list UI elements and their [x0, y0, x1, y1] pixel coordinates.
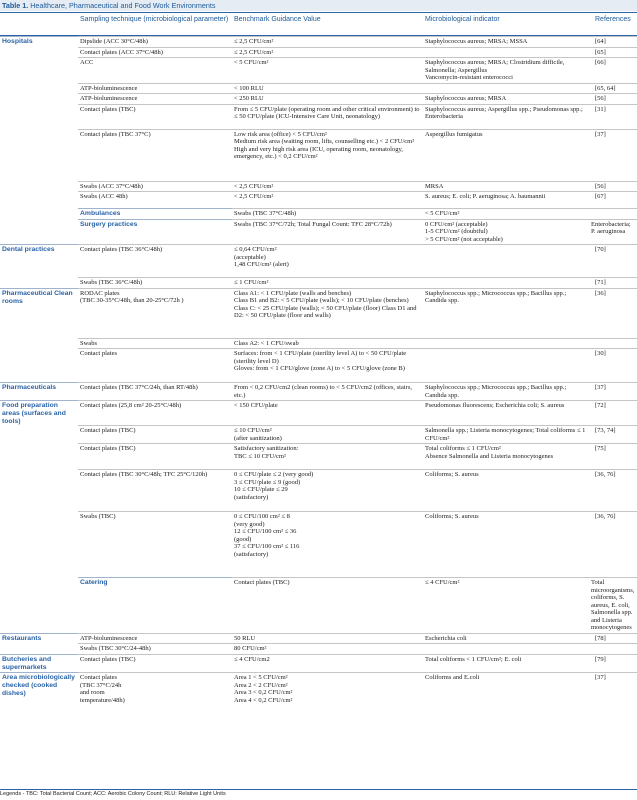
- table-row: [0, 278, 637, 289]
- indicator-cell: Pseudomonas fluorescens; Escherichia coli; S. aureus: [423, 401, 589, 426]
- technique-cell: Contact plates (ACC 37°C/48h): [78, 47, 232, 58]
- technique-cell: ATP-bioluminescence: [78, 633, 232, 644]
- category-cell: Area microbiologically checked (cooked dishes): [0, 673, 78, 715]
- value-cell: < 5 CFU/cm²: [232, 58, 423, 84]
- technique-cell: Dipslide (ACC 30°C/48h): [78, 37, 232, 48]
- technique-cell: Contact plates (25,8 cm² 20-25°C/48h): [78, 401, 232, 426]
- category-cell: Pharmaceuticals: [0, 383, 78, 401]
- value-cell: 50 RLU: [232, 633, 423, 644]
- category-cell: Dental practices: [0, 245, 78, 289]
- indicator-cell: Staphylococcus spp.; Micrococcus spp.; Bacillus spp.; Candida spp.: [423, 383, 589, 401]
- value-cell: < 250 RLU: [232, 94, 423, 105]
- indicator-cell: Total coliforms ≤ 1 CFU/cm² Absence Salmonella and Listeria monocytogenes: [423, 444, 589, 470]
- technique-cell: ATP-bioluminescence: [78, 83, 232, 94]
- category-cell: Catering: [78, 578, 232, 634]
- table-row: [0, 673, 637, 715]
- table-caption: [0, 0, 637, 11]
- technique-cell: Contact plates (TBC 30°C/48h; TFC 25°C/120h): [78, 470, 232, 512]
- table-row: [0, 94, 637, 105]
- technique-cell: Contact plates (TBC 37°C/24h and room temperature/48h): [78, 673, 232, 715]
- reference-cell: [78]: [589, 633, 637, 644]
- value-cell: ≤ 2,5 CFU/cm²: [232, 47, 423, 58]
- reference-cell: [37]: [589, 673, 637, 715]
- table-row: [0, 47, 637, 58]
- table-row: [0, 338, 637, 349]
- indicator-cell: MRSA: [423, 181, 589, 192]
- indicator-cell: [423, 47, 589, 58]
- value-cell: < 2,5 CFU/cm²: [232, 181, 423, 192]
- technique-cell: Contact plates (TBC 37°C/24h, than RT/48h): [78, 383, 232, 401]
- indicator-cell: Staphylococcus spp.; Micrococcus spp.; Bacillus spp.; Candida spp.: [423, 288, 589, 338]
- technique-cell: Swabs (ACC 48h): [78, 192, 232, 209]
- value-cell: ≤ 4 CFU/cm²: [423, 578, 589, 634]
- reference-cell: [589, 338, 637, 349]
- table-row: [0, 37, 637, 48]
- table-row: [0, 129, 637, 181]
- indicator-cell: Staphylococcus aureus; MRSA; MSSA: [423, 37, 589, 48]
- table-row: [0, 219, 637, 245]
- technique-cell: Contact plates: [78, 349, 232, 383]
- category-cell: Surgery practices: [78, 219, 232, 245]
- technique-cell: Swabs (TBC 37°C/48h): [232, 209, 423, 220]
- table-row: [0, 401, 637, 426]
- indicator-cell: S. aureus; E. coli; P. aeruginosa; A. baumannii: [423, 192, 589, 209]
- table-row: [0, 58, 637, 84]
- category-cell: Ambulances: [78, 209, 232, 220]
- indicator-cell: Staphylococcus aureus; MRSA; Clostridium difficile, Salmonella; Aspergillus Vancomycin-resistant enterococci: [423, 58, 589, 84]
- reference-cell: [37]: [589, 129, 637, 181]
- technique-cell: ACC: [78, 58, 232, 84]
- technique-cell: Contact plates (TBC): [78, 444, 232, 470]
- reference-cell: [31]: [589, 104, 637, 129]
- reference-cell: [30]: [589, 349, 637, 383]
- category-cell: Food preparation areas (surfaces and tools): [0, 401, 78, 634]
- indicator-cell: Total coliforms < 1 CFU/cm²; E. coli: [423, 654, 589, 673]
- table-row: [0, 104, 637, 129]
- value-cell: Low risk area (office) < 5 CFU/cm² Medium risk area (waiting room, lifts, counselling etc.) < 2 CFU/cm² High and very high risk area (ICU, operating room, neonatology, emergency, etc.) < 0,2 CFU/cm²: [232, 129, 423, 181]
- technique-cell: Contact plates (TBC): [232, 578, 423, 634]
- table-row: [0, 181, 637, 192]
- indicator-cell: Salmonella spp.; Listeria monocytogenes; Total coliforms ≤ 1 CFU/cm²: [423, 426, 589, 444]
- table-row: [0, 426, 637, 444]
- indicator-cell: Coliforms; S. aureus: [423, 512, 589, 578]
- value-cell: 0 CFU/cm² (acceptable) 1-5 CFU/cm² (doubtful) > 5 CFU/cm² (not acceptable): [423, 219, 589, 245]
- table-header: [0, 12, 637, 36]
- table-row: [0, 349, 637, 383]
- value-cell: From < 0,2 CFU/cm2 (clean rooms) to < 5 CFU/cm2 (offices, stairs, etc.): [232, 383, 423, 401]
- value-cell: From ≤ 5 CFU/plate (operating room and other critical environment) to ≤ 50 CFU/plate (ICU-Intensive Care Unit, neonatology): [232, 104, 423, 129]
- reference-cell: [72]: [589, 401, 637, 426]
- technique-cell: Contact plates (TBC): [78, 104, 232, 129]
- indicator-cell: Aspergillus fumigatus: [423, 129, 589, 181]
- value-cell: Surfaces: from < 1 CFU/plate (sterility level A) to < 50 CFU/plate (sterility level D) Gloves: from < 1 CFU/glove (zone A) to < 5 CFU/glove (zone B): [232, 349, 423, 383]
- value-cell: ≤ 4 CFU/cm2: [232, 654, 423, 673]
- indicator-cell: [423, 644, 589, 655]
- table-row: [0, 512, 637, 578]
- reference-cell: [56]: [589, 181, 637, 192]
- reference-cell: [73, 74]: [589, 426, 637, 444]
- technique-cell: RODAC plates (TBC 30-35°C/48h, than 20-25°C/72h ): [78, 288, 232, 338]
- table-row: [0, 383, 637, 401]
- caption-title: Healthcare, Pharmaceutical and Food Work Environments: [30, 1, 216, 10]
- value-cell: < 100 RLU: [232, 83, 423, 94]
- reference-cell: [589, 644, 637, 655]
- technique-cell: Swabs (ACC 37°C/48h): [78, 181, 232, 192]
- reference-cell: [66]: [589, 58, 637, 84]
- value-cell: 80 CFU/cm²: [232, 644, 423, 655]
- value-cell: Satisfactory sanitization: TBC ≤ 10 CFU/cm²: [232, 444, 423, 470]
- reference-cell: [70]: [589, 245, 637, 278]
- technique-cell: Contact plates (TBC): [78, 426, 232, 444]
- header-benchmark: Benchmark Guidance Value: [234, 16, 321, 23]
- category-cell: Butcheries and supermarkets: [0, 654, 78, 673]
- indicator-cell: Escherichia coli: [423, 633, 589, 644]
- value-cell: ≤ 0,64 CFU/cm² (acceptable) 1,48 CFU/cm² (alert): [232, 245, 423, 278]
- indicator-cell: Enterobacteria; P. aeruginosa: [589, 219, 637, 245]
- indicator-cell: [423, 245, 589, 278]
- indicator-cell: Coliforms and E.coli: [423, 673, 589, 715]
- value-cell: Class A1: < 1 CFU/plate (walls and benches) Class B1 and B2: < 5 CFU/plate (walls); < 10 CFU/plate (benches) Class C: < 25 CFU/plate (walls); < 50 CFU/plate (floor) Class D1 and D2: < 50 CFU/plate (floor and walls): [232, 288, 423, 338]
- indicator-cell: [589, 209, 637, 220]
- data-table: [0, 36, 637, 715]
- table-row: [0, 654, 637, 673]
- indicator-cell: Staphylococcus aureus; Aspergillus spp.; Pseudomonas spp.; Enterobacteria: [423, 104, 589, 129]
- reference-cell: [36, 76]: [589, 470, 637, 512]
- header-sampling: Sampling technique (microbiological parameter): [80, 16, 229, 23]
- category-cell: Pharmaceutical Clean rooms: [0, 288, 78, 383]
- reference-cell: [65]: [589, 47, 637, 58]
- category-cell: Restaurants: [0, 633, 78, 654]
- value-cell: ≤ 10 CFU/cm² (after sanitization): [232, 426, 423, 444]
- reference-cell: [36]: [589, 288, 637, 338]
- table-row: [0, 192, 637, 209]
- technique-cell: Swabs (TBC 30°C/24-48h): [78, 644, 232, 655]
- value-cell: Class A2: < 1 CFU/swab: [232, 338, 423, 349]
- value-cell: < 150 CFU/plate: [232, 401, 423, 426]
- reference-cell: [67]: [589, 192, 637, 209]
- technique-cell: Swabs (TBC 37°C/72h; Total Fungal Count: TFC 28°C/72h): [232, 219, 423, 245]
- value-cell: 0 ≤ CFU/plate ≤ 2 (very good) 3 ≤ CFU/plate ≤ 9 (good) 10 ≤ CFU/plate ≤ 29 (satisfactory): [232, 470, 423, 512]
- caption-label: Table 1.: [2, 1, 29, 10]
- table-row: [0, 578, 637, 634]
- indicator-cell: Coliforms; S. aureus: [423, 470, 589, 512]
- reference-cell: [36, 76]: [589, 512, 637, 578]
- category-cell: Hospitals: [0, 37, 78, 245]
- reference-cell: [71]: [589, 278, 637, 289]
- value-cell: < 2,5 CFU/cm²: [232, 192, 423, 209]
- technique-cell: Swabs (TBC): [78, 512, 232, 578]
- value-cell: Area 1 < 5 CFU/cm² Area 2 < 2 CFU/cm² Area 3 < 0,2 CFU/cm² Area 4 < 0,2 CFU/cm²: [232, 673, 423, 715]
- technique-cell: Swabs (TBC 36°C/48h): [78, 278, 232, 289]
- reference-cell: [56]: [589, 94, 637, 105]
- value-cell: ≤ 1 CFU/cm²: [232, 278, 423, 289]
- reference-cell: [65, 64]: [589, 83, 637, 94]
- value-cell: ≤ 2,5 CFU/cm²: [232, 37, 423, 48]
- reference-cell: [64]: [589, 37, 637, 48]
- table-row: [0, 470, 637, 512]
- table-row: [0, 644, 637, 655]
- table-row: [0, 83, 637, 94]
- technique-cell: Contact plates (TBC 37°C): [78, 129, 232, 181]
- indicator-cell: [423, 349, 589, 383]
- technique-cell: Swabs: [78, 338, 232, 349]
- indicator-cell: Staphylococcus aureus; MRSA: [423, 94, 589, 105]
- reference-cell: [37]: [589, 383, 637, 401]
- reference-cell: [75]: [589, 444, 637, 470]
- technique-cell: Contact plates (TBC 36°C/48h): [78, 245, 232, 278]
- indicator-cell: [423, 83, 589, 94]
- header-indicator: Microbiological indicator: [425, 16, 500, 23]
- value-cell: < 5 CFU/cm²: [423, 209, 589, 220]
- table-row: [0, 633, 637, 644]
- table-row: [0, 209, 637, 220]
- table-row: [0, 245, 637, 278]
- technique-cell: Contact plates (TBC): [78, 654, 232, 673]
- header-references: References: [595, 16, 631, 23]
- table-row: [0, 288, 637, 338]
- table-legend: Legends - TBC: Total Bacterial Count; ACC: Aerobic Colony Count; RLU: Relative Light Units: [0, 789, 637, 798]
- indicator-cell: Total microorganisms, coliforms, S. aureus, E. coli, Salmonella spp. and Listeria monocytogenes: [589, 578, 637, 634]
- indicator-cell: [423, 338, 589, 349]
- indicator-cell: [423, 278, 589, 289]
- technique-cell: ATP-bioluminescence: [78, 94, 232, 105]
- value-cell: 0 ≤ CFU/100 cm² ≤ 8 (very good) 12 ≤ CFU/100 cm² ≤ 36 (good) 37 ≤ CFU/100 cm² ≤ 116 (satisfactory): [232, 512, 423, 578]
- table-row: [0, 444, 637, 470]
- reference-cell: [79]: [589, 654, 637, 673]
